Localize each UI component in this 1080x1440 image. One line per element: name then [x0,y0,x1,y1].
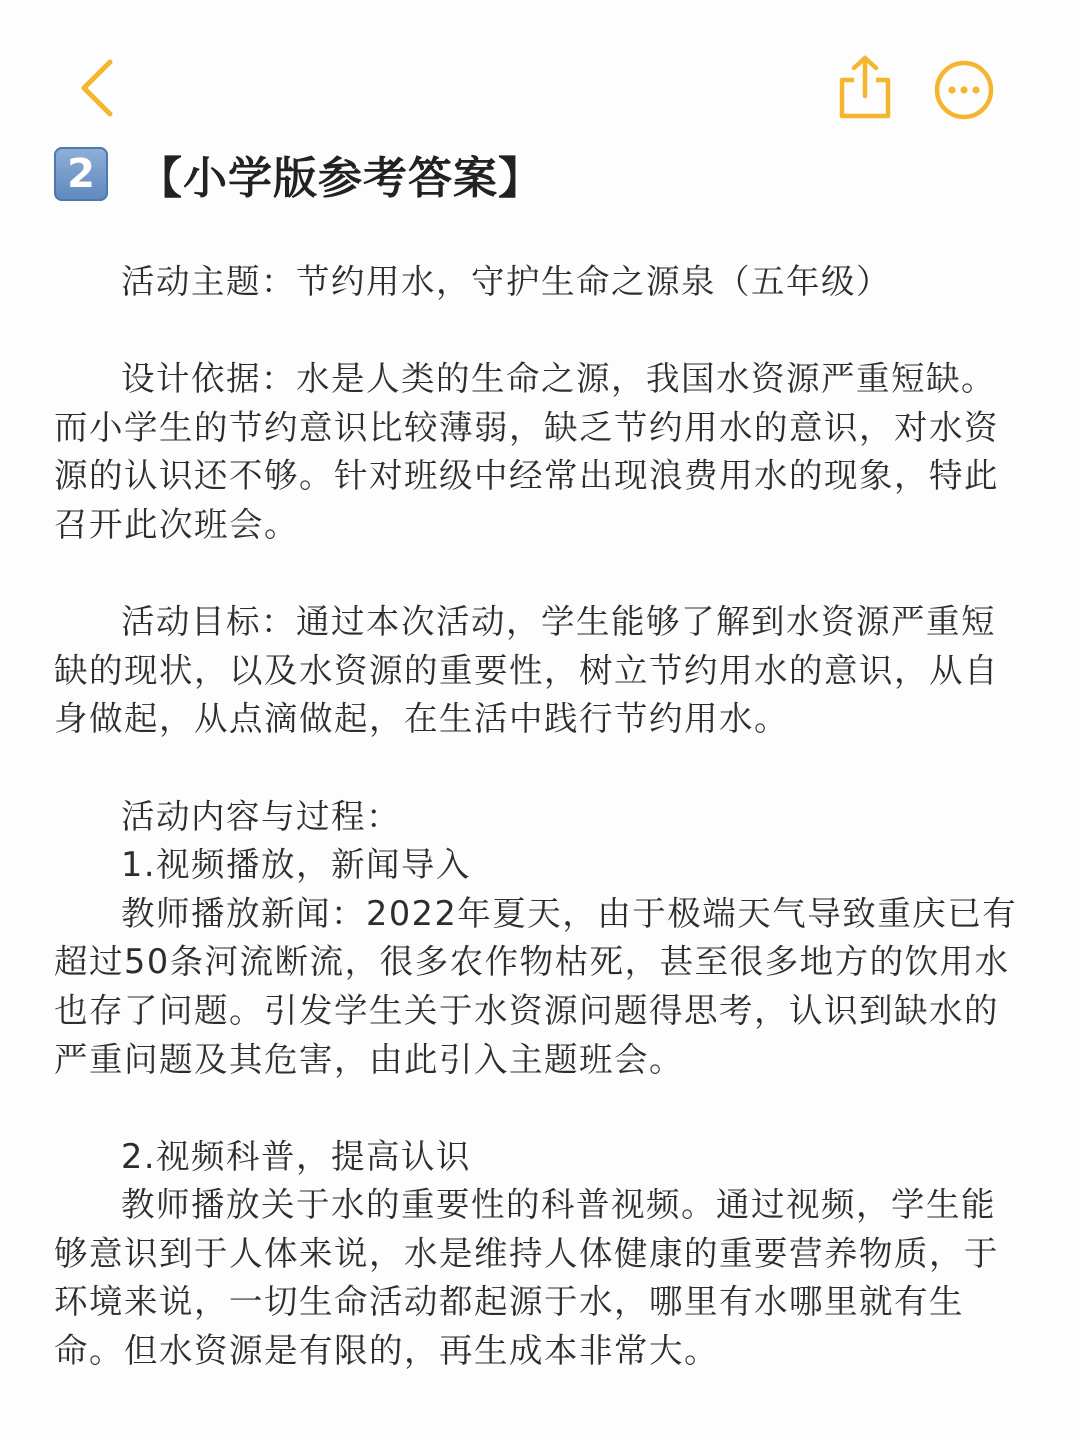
more-dots-icon [932,58,996,122]
note-body [54,258,1029,1376]
step2-text: 教师播放关于水的重要性的科普视频。通过视频，学生能够意识到于人体来说，水是维持人体健康的重要营养物质，于环境来说，一切生命活动都起源于水，哪里有水哪里就有生命。但水资源是有限的，再生成本非常大。 [54,1185,999,1371]
share-button[interactable] [834,54,896,120]
more-options-button[interactable] [932,58,996,122]
activity-goal: 活动目标：通过本次活动，学生能够了解到水资源严重短缺的现状，以及水资源的重要性，树立节约用水的意识，从自身做起，从点滴做起，在生活中践行节约用水。 [54,602,999,739]
note-title-row [54,142,543,206]
process-heading: 活动内容与过程： [121,796,401,836]
step1-text: 教师播放新闻：2022年夏天，由于极端天气导致重庆已有超过50条河流断流，很多农作物枯死，甚至很多地方的饮用水也存了问题。引发学生关于水资源问题得思考，认识到缺水的严重问题及其危害，由此引入主题班会。 [54,893,1018,1079]
activity-theme: 活动主题：节约用水，守护生命之源泉（五年级） [121,262,891,301]
step1-heading: 1.视频播放，新闻导入 [121,845,471,885]
share-icon [834,54,896,120]
number-badge: 2 [54,147,108,201]
note-title: 【小学版参考答案】 [138,153,543,204]
top-navigation-bar [0,0,1080,140]
back-button[interactable] [72,56,128,120]
chevron-left-icon [72,56,128,120]
step2-heading: 2.视频科普，提高认识 [121,1136,471,1176]
design-basis: 设计依据：水是人类的生命之源，我国水资源严重短缺。而小学生的节约意识比较薄弱，缺乏节约用水的意识，对水资源的认识还不够。针对班级中经常出现浪费用水的现象，特此召开此次班会。 [54,359,999,544]
